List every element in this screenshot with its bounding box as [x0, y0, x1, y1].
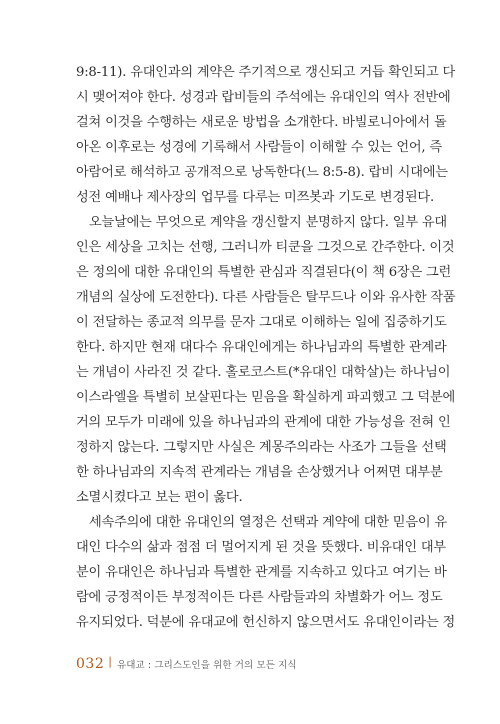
text-line: 소멸시켰다고 보는 편이 옳다. — [76, 490, 243, 505]
body-text — [76, 60, 456, 635]
text-line: 9:8-11). 유대인과의 계약은 주기적으로 갱신되고 거듭 확인되고 다 — [76, 65, 456, 80]
text-line: 는 개념이 사라진 것 같다. 홀로코스트(*유대인 대학살)는 하나님이 — [76, 365, 451, 380]
text-line: 개념의 실상에 도전한다). 다른 사람들은 탈무드나 이와 유사한 작품 — [76, 290, 456, 305]
text-line: 아온 이후로는 성경에 기록해서 사람들이 이해할 수 있는 언어, 즉 — [76, 140, 442, 155]
text-line: 인은 세상을 고치는 선행, 그러니까 티쿤을 그것으로 간주한다. 이것 — [76, 240, 455, 255]
text-line: 정하지 않는다. 그렇지만 사실은 계몽주의라는 사조가 그들을 선택 — [76, 440, 447, 455]
page-footer — [76, 654, 297, 674]
text-line: 오늘날에는 무엇으로 계약을 갱신할지 분명하지 않다. 일부 유대 — [76, 215, 447, 230]
text-line: 아람어로 해석하고 공개적으로 낭독한다(느 8:5-8). 랍비 시대에는 — [76, 165, 448, 180]
text-line: 람에 긍정적이든 부정적이든 다른 사람들과의 차별화가 어느 정도 — [76, 590, 443, 605]
text-line: 걸쳐 이것을 수행하는 새로운 방법을 소개한다. 바빌로니아에서 돌 — [76, 115, 447, 130]
footer-separator: | — [108, 654, 112, 668]
text-line: 한다. 하지만 현재 대다수 유대인에게는 하나님과의 특별한 관계라 — [76, 340, 447, 355]
text-line: 한 하나님과의 지속적 관계라는 개념을 손상했거나 어쩌면 대부분 — [76, 465, 443, 480]
text-line: 대인 다수의 삶과 점점 더 멀어지게 된 것을 뜻했다. 비유대인 대부 — [76, 540, 446, 555]
text-line: 유지되었다. 덕분에 유대교에 헌신하지 않으면서도 유대인이라는 정 — [76, 615, 456, 630]
text-line: 거의 모두가 미래에 있을 하나님과의 관계에 대한 가능성을 전혀 인 — [76, 415, 451, 430]
text-line: 은 정의에 대한 유대인의 특별한 관심과 직결된다(이 책 6장은 그런 — [76, 265, 452, 280]
text-line: 이 전달하는 종교적 의무를 문자 그대로 이해하는 일에 집중하기도 — [76, 315, 447, 330]
text-line: 세속주의에 대한 유대인의 열정은 선택과 계약에 대한 믿음이 유 — [76, 515, 447, 530]
text-line: 이스라엘을 특별히 보살핀다는 믿음을 확실하게 파괴했고 그 덕분에 — [76, 390, 456, 405]
running-book-title: 유대교 : 그리스도인을 위한 거의 모든 지식 — [116, 660, 297, 671]
page-number: 032 — [76, 656, 105, 672]
text-line: 분이 유대인은 하나님과 특별한 관계를 지속하고 있다고 여기는 바 — [76, 565, 447, 580]
text-line: 성전 예배나 제사장의 업무를 다루는 미쯔봇과 기도로 변경된다. — [76, 190, 434, 205]
text-line: 시 맺어져야 한다. 성경과 랍비들의 주석에는 유대인의 역사 전반에 — [76, 90, 451, 105]
